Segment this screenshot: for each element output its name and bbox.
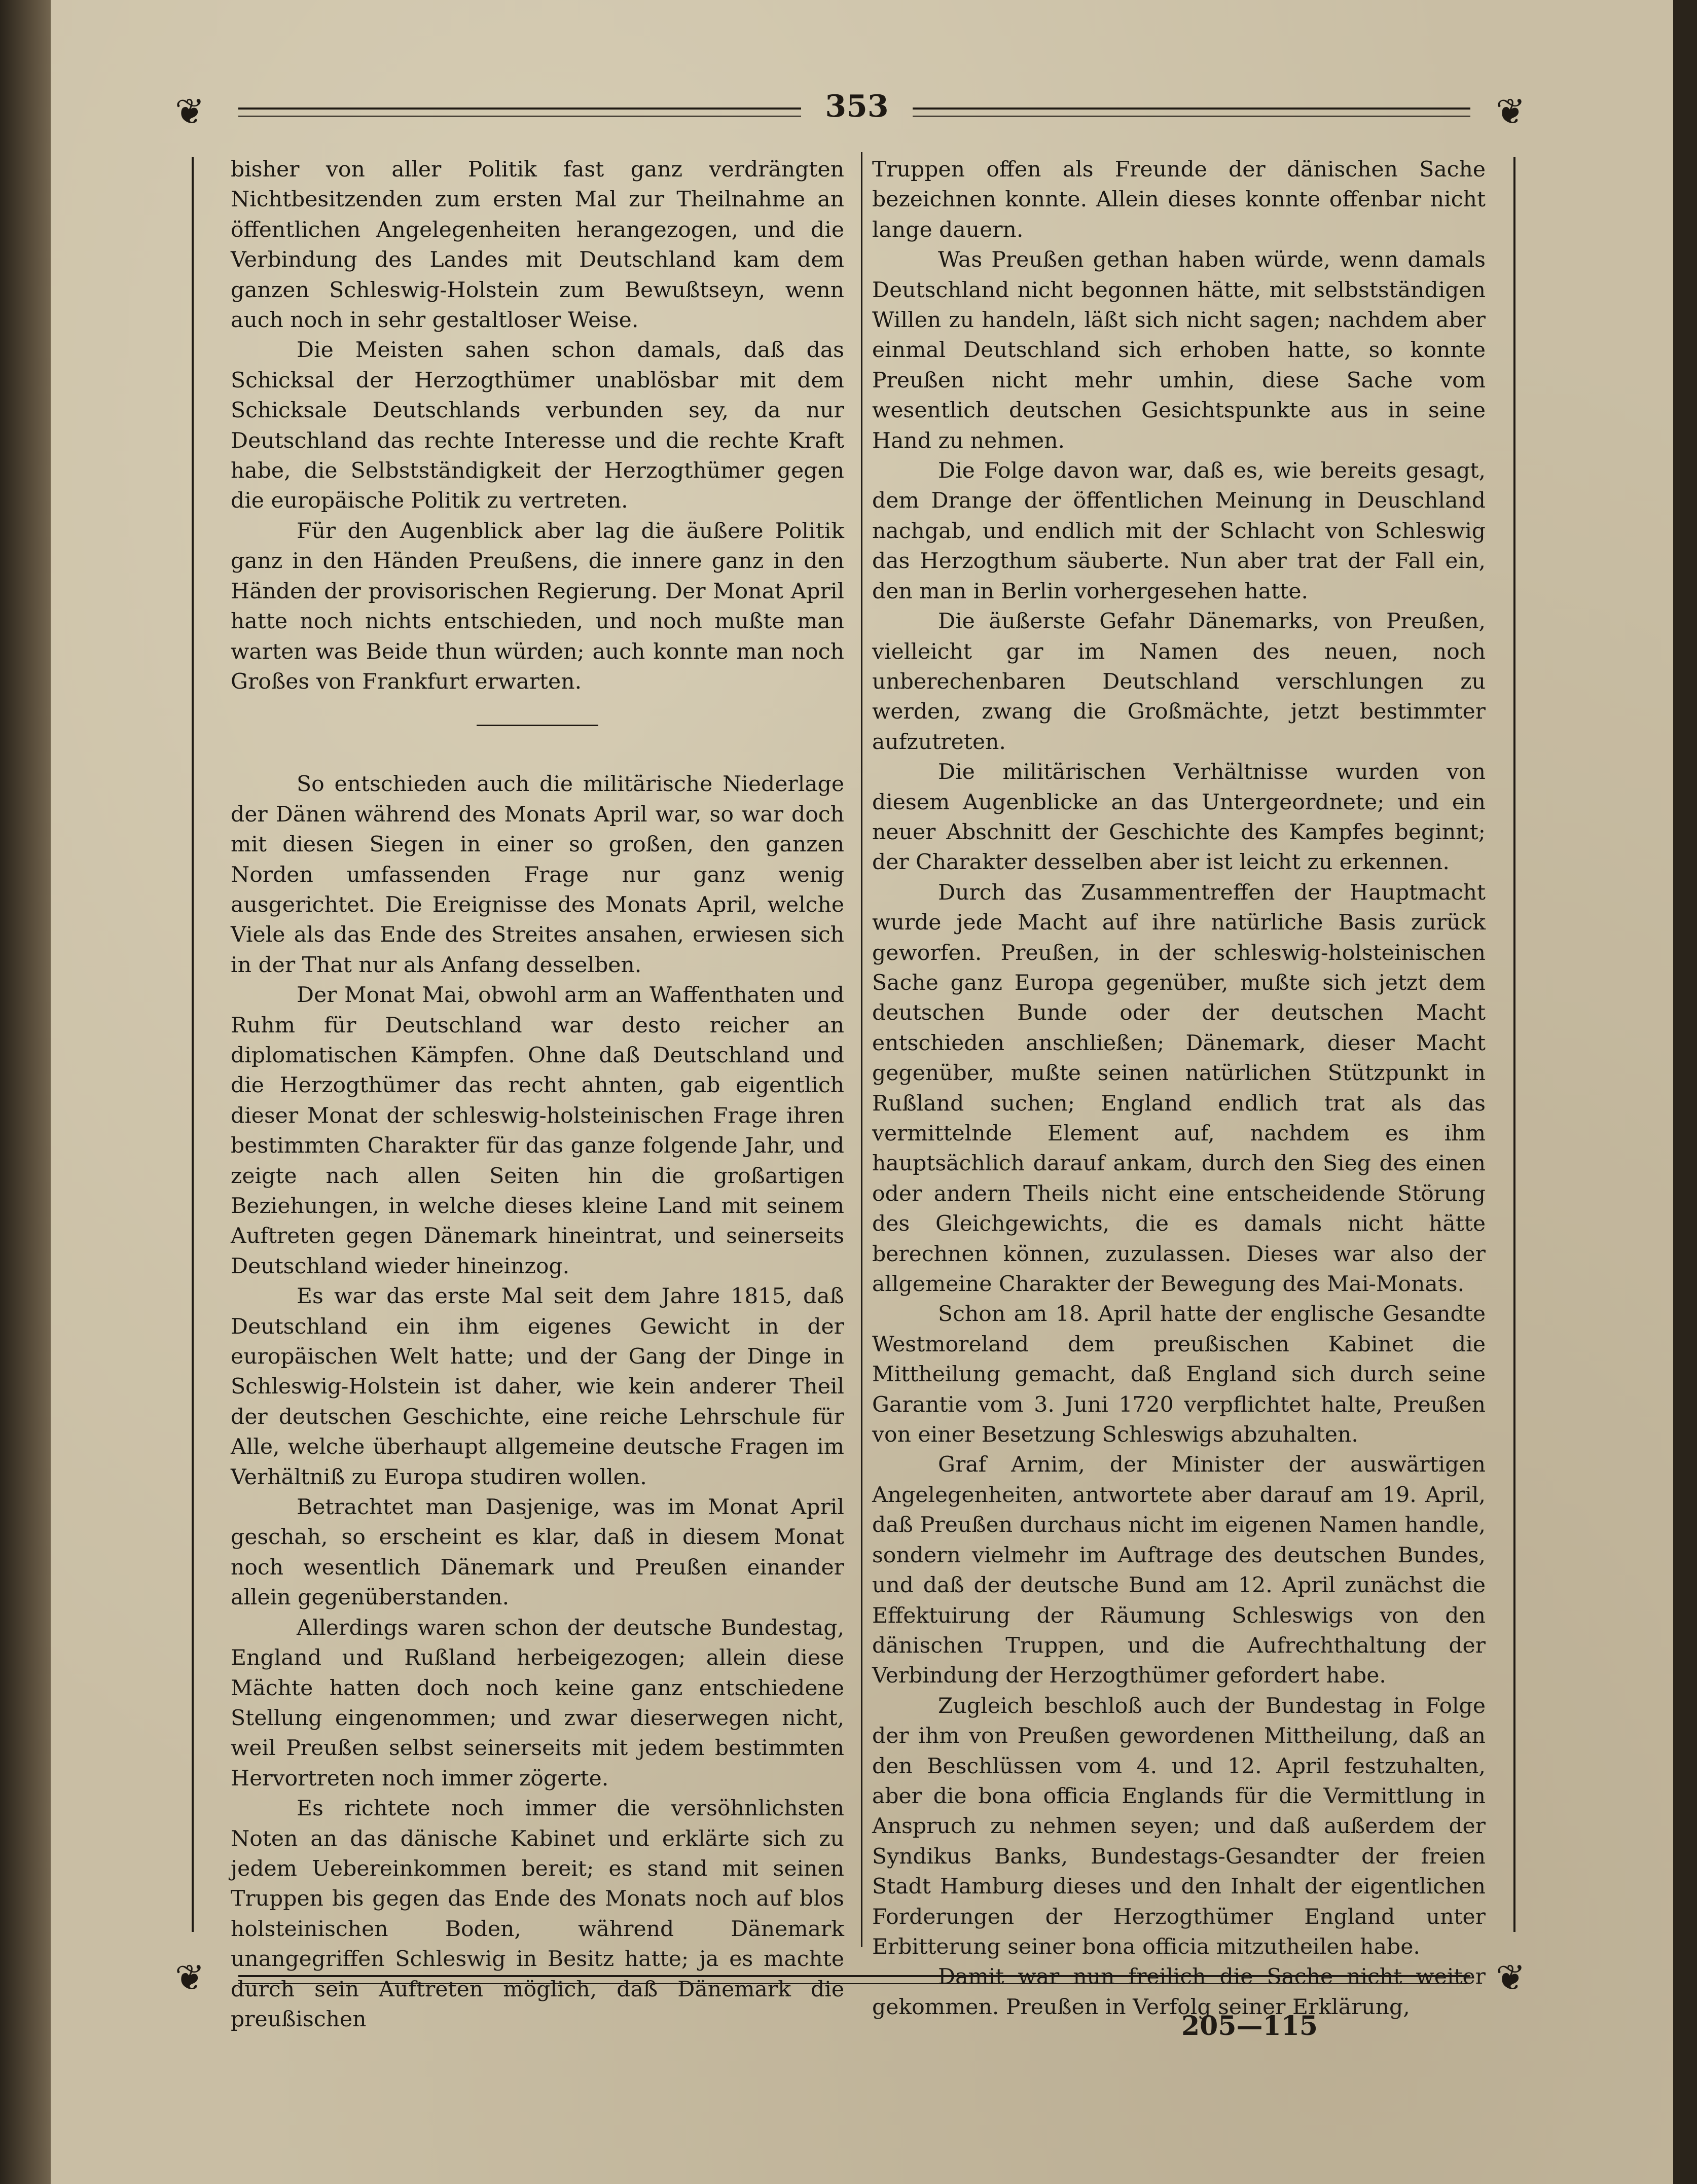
paragraph: Der Monat Mai, obwohl arm an Waffenthaten und Ruhm für Deutschland war desto reicher an diplomatischen Kämpfen. Ohne daß Deutschland und die Herzogthümer das recht ahnten, gab eigentlich dieser Monat der schleswig-holsteinischen Frage ihren bestimmten Charakter für das ganze folgende Jahr, und zeigte nach allen Seiten hin die großartigen Beziehungen, in welche dieses kleine Land mit seinem Auftreten gegen Dänemark hineintrat, und seinerseits Deutschland wieder hineinzog. — [231, 983, 844, 1279]
paragraph: Die äußerste Gefahr Dänemarks, von Preußen, vielleicht gar im Namen des neuen, noch unberechenbaren Deutschland verschlungen zu werden, zwang die Großmächte, jetzt bestimmter aufzutreten. — [872, 609, 1486, 755]
right-column — [872, 155, 1486, 2022]
paragraph: Damit war nun freilich die Sache nicht weiter gekommen. Preußen in Verfolg seiner Erklärung, — [872, 1964, 1486, 2020]
paragraph: Die militärischen Verhältnisse wurden von diesem Augenblicke an das Untergeordnete; und ein neuer Abschnitt der Geschichte des Kampfes beginnt; der Charakter desselben aber ist leicht zu erkennen. — [872, 760, 1486, 875]
left-column — [231, 155, 844, 2034]
paragraph: Allerdings waren schon der deutsche Bundestag, England und Rußland herbeigezogen; allein diese Mächte hatten doch noch keine ganz entschiedene Stellung eingenommen; und zwar dieserwegen nicht, weil Preußen selbst seinerseits mit jedem bestimmten Hervortreten noch immer zögerte. — [231, 1615, 844, 1791]
paragraph: Betrachtet man Dasjenige, was im Monat April geschah, so erscheint es klar, daß in diesem Monat noch wesentlich Dänemark und Preußen einander allein gegenüberstanden. — [231, 1495, 844, 1610]
paragraph: Truppen offen als Freunde der dänischen Sache bezeichnen konnte. Allein dieses konnte offenbar nicht lange dauern. — [872, 157, 1486, 242]
paragraph: Zugleich beschloß auch der Bundestag in Folge der ihm von Preußen gewordenen Mittheilung, daß an den Beschlüssen vom 4. und 12. April festzuhalten, aber die bona officia Englands für die Vermittlung in Anspruch zu nehmen seyen; und daß außerdem der Syndikus Banks, Bundestags-Gesandter der freien Stadt Hamburg dieses und den Inhalt der eigentlichen Forderungen der Herzogthümer England unter Erbitterung seiner bona officia mitzutheilen habe. — [872, 1693, 1486, 1959]
frame-top-line-2 — [238, 116, 801, 117]
signature-mark: 205—115 — [1181, 2011, 1318, 2042]
frame-top-line-1 — [238, 108, 801, 110]
paragraph: Was Preußen gethan haben würde, wenn damals Deutschland nicht begonnen hätte, mit selbstständigen Willen zu handeln, läßt sich nicht sagen; nachdem aber einmal Deutschland sich erhoben hatte, so konnte Preußen nicht mehr umhin, diese Sache vom wesentlich deutschen Gesichtspunkte aus in seine Hand zu nehmen. — [872, 247, 1486, 453]
ornament-top-right: ❦ — [1496, 91, 1526, 132]
page-number: 353 — [825, 89, 889, 124]
frame-left-line — [192, 157, 194, 1932]
paragraph: Es richtete noch immer die versöhnlichsten Noten an das dänische Kabinet und erklärte sich zu jedem Uebereinkommen bereit; es stand mit seinen Truppen bis gegen das Ende des Monats noch auf blos holsteinischen Boden, während Dänemark unangegriffen Schleswig in Besitz hatte; ja es machte durch sein Auftreten möglich, daß Dänemark die preußischen — [231, 1796, 844, 2032]
frame-top-line-4 — [913, 116, 1470, 117]
column-divider — [861, 152, 862, 1947]
frame-top-line-3 — [913, 108, 1470, 110]
paragraph: Durch das Zusammentreffen der Hauptmacht wurde jede Macht auf ihre natürliche Basis zurück geworfen. Preußen, in der schleswig-holsteinischen Sache ganz Europa gegenüber, mußte sich jetzt dem deutschen Bunde oder der deutschen Macht entschieden anschließen; Dänemark, dieser Macht gegenüber, mußte seinen natürlichen Stützpunkt in Rußland suchen; England endlich trat als das vermittelnde Element auf, nachdem es ihm hauptsächlich darauf ankam, durch den Sieg des einen oder andern Theils nicht eine entscheidende Störung des Gleichgewichts, die es damals nicht hätte berechnen können, zuzulassen. Dieses war also der allgemeine Charakter der Bewegung des Mai-Monats. — [872, 880, 1486, 1297]
paragraph: bisher von aller Politik fast ganz verdrängten Nichtbesitzenden zum ersten Mal zur Theilnahme an öffentlichen Angelegenheiten herangezogen, und die Verbindung des Landes mit Deutschland kam dem ganzen Schleswig-Holstein zum Bewußtseyn, wenn auch noch in sehr gestaltloser Weise. — [231, 157, 844, 333]
paragraph: Die Meisten sahen schon damals, daß das Schicksal der Herzogthümer unablösbar mit dem Schicksale Deutschlands verbunden sey, da nur Deutschland das rechte Interesse und die rechte Kraft habe, die Selbstständigkeit der Herzogthümer gegen die europäische Politik zu vertreten. — [231, 338, 844, 514]
paragraph: Für den Augenblick aber lag die äußere Politik ganz in den Händen Preußens, die innere ganz in den Händen der provisorischen Regierung. Der Monat April hatte noch nichts entschieden, und noch mußte man warten was Beide thun würden; auch konnte man noch Großes von Frankfurt erwarten. — [231, 518, 844, 694]
ornament-bottom-left: ❦ — [175, 1957, 205, 1998]
section-divider — [477, 725, 598, 726]
ornament-top-left: ❦ — [175, 91, 205, 132]
book-gutter — [0, 0, 56, 2184]
paragraph: Graf Arnim, der Minister der auswärtigen Angelegenheiten, antwortete aber darauf am 19. April, daß Preußen durchaus nicht im eigenen Namen handle, sondern vielmehr im Auftrage des deutschen Bundes, und daß der deutsche Bund am 12. April zunächst die Effektuirung der Räumung Schleswigs von den dänischen Truppen, und die Aufrechthaltung der Verbindung der Herzogthümer gefordert habe. — [872, 1452, 1486, 1689]
paragraph: Schon am 18. April hatte der englische Gesandte Westmoreland dem preußischen Kabinet die Mittheilung gemacht, daß England sich durch seine Garantie vom 3. Juni 1720 verpflichtet halte, Preußen von einer Besetzung Schleswigs abzuhalten. — [872, 1302, 1486, 1448]
paragraph: Die Folge davon war, daß es, wie bereits gesagt, dem Drange der öffentlichen Meinung in Deuschland nachgab, und endlich mit der Schlacht von Schleswig das Herzogthum säuberte. Nun aber trat der Fall ein, den man in Berlin vorhergesehen hatte. — [872, 458, 1486, 604]
frame-right-line — [1513, 157, 1515, 1932]
paragraph: Es war das erste Mal seit dem Jahre 1815, daß Deutschland ein ihm eigenes Gewicht in der europäischen Welt hatte; und der Gang der Dinge in Schleswig-Holstein ist daher, wie kein anderer Theil der deutschen Geschichte, eine reiche Lehrschule für Alle, welche überhaupt allgemeine deutsche Fragen im Verhältniß zu Europa studiren wollen. — [231, 1284, 844, 1490]
paragraph: So entschieden auch die militärische Niederlage der Dänen während des Monats April war, so war doch mit diesen Siegen in einer so großen, den ganzen Norden umfassenden Frage nur ganz wenig ausgerichtet. Die Ereignisse des Monats April, welche Viele als das Ende des Streites ansahen, erwiesen sich in der That nur als Anfang desselben. — [231, 772, 844, 978]
page-edge — [1673, 0, 1697, 2184]
ornament-bottom-right: ❦ — [1496, 1957, 1526, 1998]
